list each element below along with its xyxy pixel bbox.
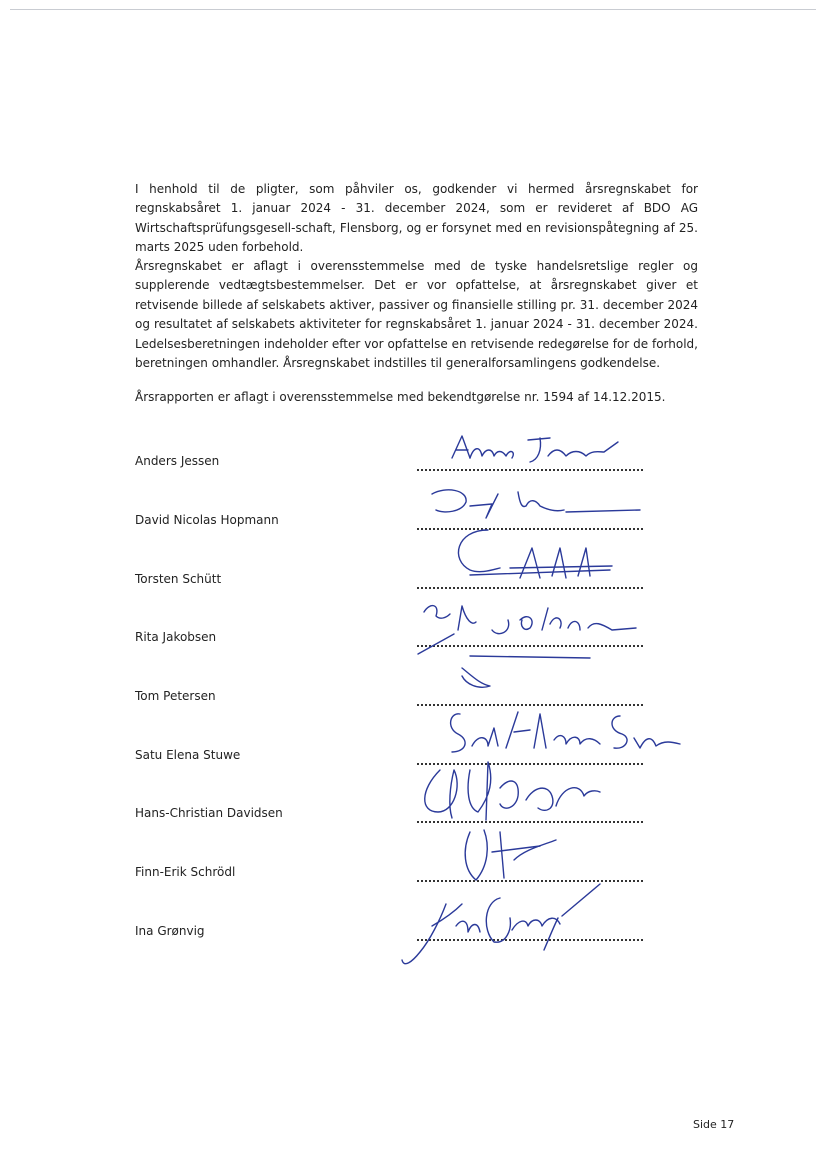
signature-row-tom-petersen [135,676,655,706]
signature-line [417,528,643,530]
compliance-paragraph: Årsregnskabet er aflagt i overensstemmelse med de tyske handelsretslige regler og supplerende vedtægtsbestemmelser. Det er vor opfattelse, at årsregnskabet giver et retvisende billede af selskabets aktiver, passiver og finansielle stilling pr. 31. december 2024 og resultatet af selskabets aktiviteter for regnskabsåret 1. januar 2024 - 31. december 2024. Ledelsesberetningen indeholder efter vor opfattelse en retvisende redegørelse for de forhold, beretningen omhandler. Årsregnskabet indstilles til generalforsamlingens godkendelse. [135,259,698,371]
signature-row-ina-gronvig [135,911,655,941]
signature-line [417,469,643,471]
signature-row-hans-christian-davidsen [135,793,655,823]
signatory-name: Ina Grønvig [135,924,205,938]
signature-line [417,704,643,706]
signature-row-rita-jakobsen [135,617,655,647]
signatory-name: Rita Jakobsen [135,630,217,644]
signature-row-david-nicolas-hopmann [135,500,655,530]
annual-report-paragraph: Årsrapporten er aflagt i overensstemmelse med bekendtgørelse nr. 1594 af 14.12.2015. [135,390,666,404]
signature-row-anders-jessen [135,441,655,471]
approval-paragraph: I henhold til de pligter, som påhviler os, godkender vi hermed årsregnskabet for regnskabsåret 1. januar 2024 - 31. december 2024, som er revideret af BDO AG Wirtschaftsprüfungsgesell-schaft, Flensborg, og er forsynet med en revisionspåtegning af 25. marts 2025 uden forbehold. [135,182,698,255]
signature-line [417,587,643,589]
signatory-name: Tom Petersen [135,689,216,703]
signature-line [417,645,643,647]
page-number: Side 17 [693,1118,735,1131]
signatory-name: Hans-Christian Davidsen [135,806,283,820]
signatory-name: Finn-Erik Schrödl [135,865,236,879]
signatory-name: Torsten Schütt [135,572,222,586]
signatory-name: David Nicolas Hopmann [135,513,279,527]
signature-row-finn-erik-schrodl [135,852,655,882]
signature-line [417,763,643,765]
signatory-name: Anders Jessen [135,454,220,468]
signature-line [417,821,643,823]
signatory-name: Satu Elena Stuwe [135,748,241,762]
signature-row-torsten-schutt [135,559,655,589]
signature-row-satu-elena-stuwe [135,735,655,765]
top-rule [10,9,816,10]
signature-line [417,880,643,882]
signature-line [417,939,643,941]
